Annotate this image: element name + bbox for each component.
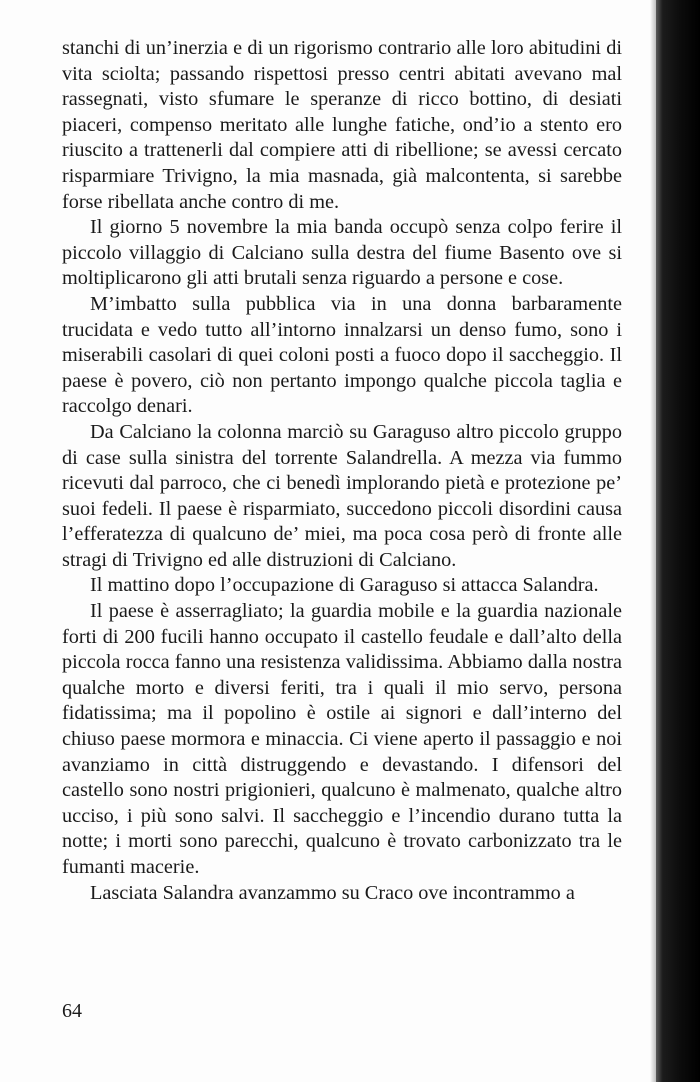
paragraph: Da Calciano la colonna marciò su Garaguso altro piccolo gruppo di case sulla sinistra del torrente Salandrella. A mezza via fummo ricevuti dal parroco, che ci benedì implorando pietà e protezione pe’ suoi fedeli. Il paese è risparmiato, succedono piccoli disordini causa l’efferatezza di qualcuno de’ miei, ma poca cosa però di fronte alle stragi di Trivigno ed alle distruzioni di Calciano.	[62, 420, 622, 571]
binding-spine	[656, 0, 700, 1082]
paragraph: Il mattino dopo l’occupazione di Garaguso si attacca Salandra.	[90, 574, 599, 597]
paragraph: Lasciata Salandra avanzammo su Craco ove incontrammo a	[90, 881, 575, 904]
body-text	[62, 36, 622, 906]
paragraph: Il giorno 5 novembre la mia banda occupò senza colpo ferire il piccolo villaggio di Calciano sulla destra del fiume Basento ove si moltiplicarono gli atti brutali senza riguardo a persone e cose.	[62, 216, 622, 290]
book-binding-edge	[654, 0, 700, 1082]
paragraph: Il paese è asserragliato; la guardia mobile e la guardia nazionale forti di 200 fucili hanno occupato il castello feudale e dall’alto della piccola rocca fanno una resistenza validissima. Abbiamo dalla nostra qualche morto e diversi feriti, tra i quali il mio servo, persona fidatissima; ma il popolino è ostile ai signori e dall’interno del chiuso paese mormora e minaccia. Ci viene aperto il passaggio e noi avanziamo in città distruggendo e devastando. I difensori del castello sono nostri prigionieri, qualcuno è malmenato, qualche altro ucciso, i più sono salvi. Il saccheggio e l’incendio durano tutta la notte; i morti sono parecchi, qualcuno è trovato carbonizzato tra le fumanti macerie.	[62, 600, 622, 878]
page-number: 64	[62, 1000, 82, 1022]
paragraph: M’imbatto sulla pubblica via in una donna barbaramente trucidata e vedo tutto all’intorno innalzarsi un denso fumo, sono i miserabili casolari di quei coloni posti a fuoco dopo il saccheggio. Il paese è povero, ciò non pertanto impongo qualche piccola taglia e raccolgo denari.	[62, 292, 622, 418]
paragraph-continuation: stanchi di un’inerzia e di un rigorismo contrario alle loro abitudini di vita sciolta; passando rispettosi presso centri abitati avevano mal rassegnati, visto sfumare le speranze di ricco bottino, di desiati piaceri, compenso meritato alle lunghe fatiche, ond’io a stento ero riuscito a trattenerli dal compiere atti di ribellione; se avessi cercato risparmiare Trivigno, la mia masnada, già malcontenta, si sarebbe forse ribellata anche contro di me.	[62, 37, 622, 213]
